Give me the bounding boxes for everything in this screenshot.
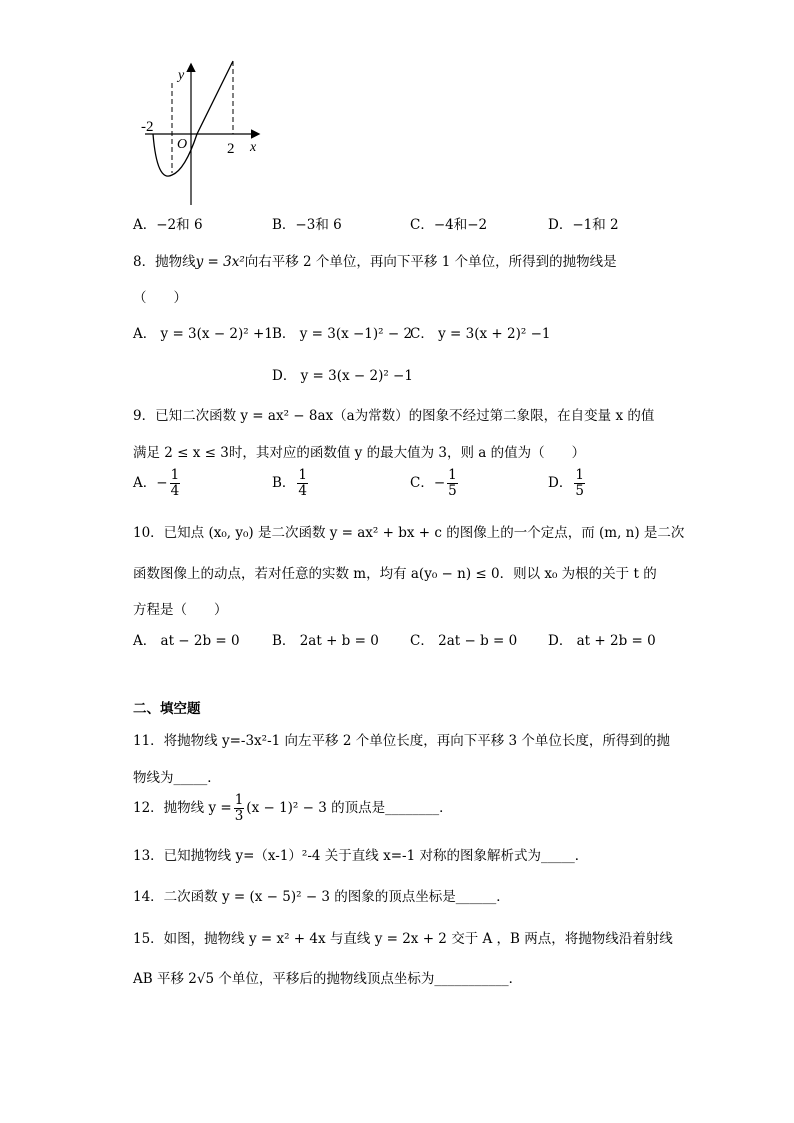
parabola-curve bbox=[153, 61, 233, 176]
q9-option-a-label: A． bbox=[133, 474, 157, 491]
q12-a: 12．抛物线 y = bbox=[133, 799, 232, 816]
q9-option-a-den: 4 bbox=[170, 482, 180, 499]
q15-line1: 15．如图，抛物线 y = x² + 4x 与直线 y = 2x + 2 交于 A ，B 两点，将抛物线沿着射线 bbox=[133, 931, 673, 947]
q9-line1: 9．已知二次函数 y = ax² − 8ax（a为常数）的图象不经过第二象限，在自变量 x 的值 bbox=[133, 408, 655, 424]
q9-option-d-label: D． bbox=[548, 474, 573, 491]
q9-option-d-num: 1 bbox=[575, 467, 584, 483]
q10-line2: 函数图像上的动点，若对任意的实数 m，均有 a(y₀ − n) ≤ 0．则以 x₀ 为根的关于 t 的 bbox=[133, 566, 657, 582]
q12-fraction bbox=[234, 793, 245, 824]
q9-option-d bbox=[548, 468, 587, 499]
q9-option-c-den: 5 bbox=[448, 482, 457, 499]
q8-stem bbox=[133, 250, 617, 270]
q11-line2: 物线为_____． bbox=[133, 770, 221, 786]
q9-option-a-sign: − bbox=[156, 474, 168, 491]
q9-line2: 满足 2 ≤ x ≤ 3时，其对应的函数值 y 的最大值为 3，则 a 的值为（ ） bbox=[133, 445, 586, 461]
q13: 13．已知抛物线 y=（x-1）²-4 关于直线 x=-1 对称的图象解析式为_____． bbox=[133, 848, 589, 864]
q12-b: (x − 1)² − 3 的顶点是________． bbox=[246, 799, 453, 816]
q9-option-c bbox=[410, 468, 460, 499]
q10-option-a: A． at − 2b = 0 bbox=[133, 633, 240, 649]
q8-expr: y = 3x² bbox=[195, 254, 245, 270]
q10-option-b: B． 2at + b = 0 bbox=[272, 633, 379, 649]
q9-option-a-fraction bbox=[170, 468, 181, 499]
q8-stem-b: 向右平移 2 个单位，再向下平移 1 个单位，所得到的抛物线是 bbox=[244, 254, 617, 270]
q10-option-c: C． 2at − b = 0 bbox=[410, 633, 518, 649]
two-label: 2 bbox=[227, 141, 235, 157]
q7-option-c: C．−4和−2 bbox=[410, 217, 488, 233]
q9-option-c-label: C． bbox=[410, 474, 434, 491]
q7-option-d: D．−1和 2 bbox=[548, 217, 619, 233]
q9-option-b-num: 1 bbox=[298, 467, 308, 483]
q8-option-b: B． y = 3(x −1)² − 2 bbox=[272, 326, 413, 342]
function-graph bbox=[135, 55, 270, 210]
q10-line1: 10．已知点 (x₀, y₀) 是二次函数 y = ax² + bx + c 的图像上的一个定点，而 (m, n) 是二次 bbox=[133, 525, 685, 541]
q12-num: 1 bbox=[234, 792, 244, 808]
q9-option-b-label: B． bbox=[272, 474, 296, 491]
q8-option-c: C． y = 3(x + 2)² −1 bbox=[410, 326, 551, 342]
x-axis-label: x bbox=[250, 140, 257, 155]
q9-option-c-sign: − bbox=[433, 474, 446, 491]
q9-option-b bbox=[272, 468, 310, 499]
neg-two-label: -2 bbox=[141, 119, 154, 135]
q7-option-b: B．−3和 6 bbox=[272, 217, 342, 233]
q12-den: 3 bbox=[234, 807, 244, 824]
y-axis-label: y bbox=[178, 68, 185, 83]
q8-option-a: A． y = 3(x − 2)² +1 bbox=[133, 326, 273, 342]
q8-stem-a: 8．抛物线 bbox=[133, 254, 196, 270]
q14: 14．二次函数 y = (x − 5)² − 3 的图象的顶点坐标是______． bbox=[133, 889, 510, 905]
q8-paren: （ ） bbox=[133, 290, 187, 306]
q9-option-d-den: 5 bbox=[575, 482, 584, 499]
q9-option-b-fraction bbox=[297, 468, 308, 499]
q15-line2: AB 平移 2√5 个单位，平移后的抛物线顶点坐标为___________． bbox=[133, 971, 523, 987]
section-heading: 二、填空题 bbox=[133, 701, 201, 717]
q9-option-b-den: 4 bbox=[298, 482, 308, 499]
q9-option-d-fraction bbox=[574, 468, 585, 499]
q9-option-c-fraction bbox=[447, 468, 458, 499]
q11-line1: 11．将抛物线 y=-3x²-1 向左平移 2 个单位长度，再向下平移 3 个单位长度，所得到的抛 bbox=[133, 733, 670, 749]
q10-option-d: D． at + 2b = 0 bbox=[548, 633, 656, 649]
q9-option-c-num: 1 bbox=[448, 467, 457, 483]
q9-option-a bbox=[133, 468, 182, 499]
q8-option-d: D． y = 3(x − 2)² −1 bbox=[272, 368, 413, 384]
q7-option-a: A．−2和 6 bbox=[133, 217, 203, 233]
q9-option-a-num: 1 bbox=[170, 467, 180, 483]
q12 bbox=[133, 793, 453, 824]
q10-line3: 方程是（ ） bbox=[133, 602, 228, 618]
origin-label: O bbox=[177, 137, 188, 152]
